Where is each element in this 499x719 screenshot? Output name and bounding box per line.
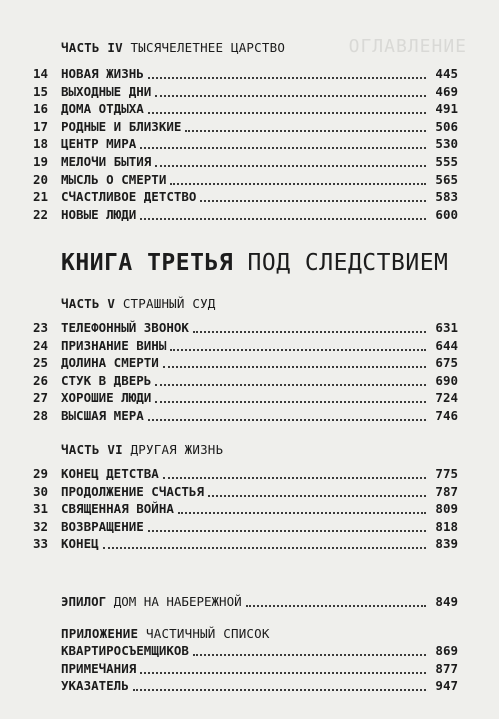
chapter-number: 27 (33, 390, 49, 406)
dot-leader (185, 129, 426, 132)
chapter-title: ПРИЗНАНИЕ ВИНЫ (61, 337, 167, 353)
chapter-number: 32 (33, 518, 49, 534)
part-6-heading (61, 442, 223, 457)
dot-leader (155, 94, 426, 97)
epilogue-name: ДОМ НА НАБЕРЕЖНОЙ (113, 594, 242, 609)
dot-leader (140, 146, 426, 149)
chapter-number: 29 (33, 466, 49, 481)
chapter-title: СВЯЩЕННАЯ ВОЙНА (61, 501, 174, 517)
chapter-number: 30 (33, 483, 49, 499)
chapter-number: 26 (33, 372, 49, 388)
chapter-page: 644 (435, 337, 458, 353)
chapter-number: 20 (33, 171, 49, 187)
chapter-title: СЧАСТЛИВОЕ ДЕТСТВО (61, 189, 197, 205)
chapter-number: 19 (33, 154, 49, 169)
chapter-page: 809 (435, 501, 458, 517)
part-4-heading (61, 40, 285, 55)
chapter-number: 17 (33, 118, 49, 134)
chapter-number: 31 (33, 501, 49, 517)
chapter-page: 746 (435, 408, 458, 423)
chapter-title: КОНЕЦ ДЕТСТВА (61, 466, 159, 481)
chapter-title: ВОЗВРАЩЕНИЕ (61, 518, 144, 534)
chapter-row[interactable] (33, 501, 458, 518)
chapter-row[interactable] (33, 536, 458, 553)
chapter-row[interactable] (33, 154, 458, 171)
book-3-name: ПОД СЛЕДСТВИЕМ (247, 250, 449, 276)
chapter-title: СТУК В ДВЕРЬ (61, 372, 152, 388)
chapter-page: 565 (435, 171, 458, 187)
chapter-number: 14 (33, 66, 49, 81)
chapter-title: ВЫСШАЯ МЕРА (61, 408, 144, 423)
dot-leader (155, 164, 426, 167)
chapter-title: НОВЫЕ ЛЮДИ (61, 206, 137, 222)
chapter-number: 15 (33, 83, 49, 99)
chapter-number: 28 (33, 408, 49, 423)
dot-leader (155, 383, 426, 386)
dot-leader (246, 604, 426, 607)
epilogue-page: 849 (435, 594, 458, 609)
part-5-name: СТРАШНЫЙ СУД (122, 296, 216, 311)
epilogue-label: ЭПИЛОГ (61, 594, 107, 609)
chapter-title: МЕЛОЧИ БЫТИЯ (61, 154, 152, 169)
chapter-page: 675 (435, 355, 458, 371)
chapter-title: ДОМА ОТДЫХА (61, 101, 144, 117)
dot-leader (155, 400, 426, 403)
chapter-row[interactable] (33, 484, 458, 501)
dot-leader (140, 671, 426, 674)
chapter-row[interactable] (33, 101, 458, 118)
part-4-label: ЧАСТЬ IV (61, 40, 123, 55)
chapter-page: 787 (435, 483, 458, 499)
dot-leader (133, 688, 426, 691)
book-3-heading (61, 250, 448, 276)
appendix-item-row[interactable] (61, 661, 458, 678)
chapter-page: 631 (435, 320, 458, 335)
appendix-item-title: УКАЗАТЕЛЬ (61, 678, 129, 694)
book-3-label: КНИГА ТРЕТЬЯ (61, 250, 234, 276)
part-6-name: ДРУГАЯ ЖИЗНЬ (130, 442, 224, 457)
part-5-heading (61, 296, 216, 311)
chapter-page: 506 (435, 118, 458, 134)
chapter-page: 555 (435, 154, 458, 169)
chapter-row[interactable] (33, 320, 458, 337)
chapter-page: 530 (435, 136, 458, 152)
chapter-number: 21 (33, 189, 49, 205)
chapter-title: РОДНЫЕ И БЛИЗКИЕ (61, 118, 182, 134)
chapter-row[interactable] (33, 373, 458, 390)
appendix-item-row[interactable] (61, 643, 458, 660)
chapter-row[interactable] (33, 355, 458, 372)
appendix-item-title: ПРИМЕЧАНИЯ (61, 660, 137, 676)
appendix-heading (61, 626, 270, 641)
chapter-number: 18 (33, 136, 49, 152)
part-6-label: ЧАСТЬ VI (61, 442, 123, 457)
appendix-item-page: 869 (435, 643, 458, 658)
part-5-label: ЧАСТЬ V (61, 296, 116, 311)
dot-leader (208, 494, 426, 497)
dot-leader (163, 476, 426, 479)
epilogue-row[interactable] (61, 594, 458, 611)
chapter-row[interactable] (33, 338, 458, 355)
dot-leader (148, 76, 426, 79)
appendix-item-page: 877 (435, 660, 458, 676)
dot-leader (193, 653, 426, 656)
chapter-row[interactable] (33, 207, 458, 224)
chapter-number: 33 (33, 536, 49, 552)
appendix-item-page: 947 (435, 678, 458, 694)
chapter-page: 583 (435, 189, 458, 205)
part-4-name: ТЫСЯЧЕЛЕТНЕЕ ЦАРСТВО (130, 40, 286, 55)
appendix-item-title: КВАРТИРОСЪЕМЩИКОВ (61, 643, 189, 658)
chapter-title: ТЕЛЕФОННЫЙ ЗВОНОК (61, 320, 189, 335)
chapter-page: 445 (435, 66, 458, 81)
chapter-row[interactable] (33, 189, 458, 206)
chapter-title: НОВАЯ ЖИЗНЬ (61, 66, 144, 81)
chapter-title: МЫСЛЬ О СМЕРТИ (61, 171, 167, 187)
chapter-page: 775 (435, 466, 458, 481)
chapter-title: ДОЛИНА СМЕРТИ (61, 355, 159, 371)
chapter-number: 16 (33, 101, 49, 117)
dot-leader (170, 182, 426, 185)
appendix-name: ЧАСТИЧНЫЙ СПИСОК (146, 626, 270, 641)
chapter-row[interactable] (33, 172, 458, 189)
chapter-number: 25 (33, 355, 49, 371)
chapter-title: ХОРОШИЕ ЛЮДИ (61, 390, 152, 406)
dot-leader (170, 348, 426, 351)
chapter-row[interactable] (33, 84, 458, 101)
chapter-page: 491 (435, 101, 458, 117)
ghost-heading: ОГЛАВЛЕНИЕ (348, 36, 467, 57)
dot-leader (148, 418, 426, 421)
chapter-row[interactable] (33, 390, 458, 407)
chapter-title: КОНЕЦ (61, 536, 99, 552)
chapter-row[interactable] (33, 519, 458, 536)
dot-leader (178, 511, 426, 514)
chapter-page: 839 (435, 536, 458, 552)
dot-leader (193, 330, 426, 333)
chapter-page: 600 (435, 206, 458, 222)
chapter-row[interactable] (33, 408, 458, 425)
chapter-page: 818 (435, 518, 458, 534)
chapter-page: 690 (435, 372, 458, 388)
dot-leader (103, 546, 426, 549)
chapter-number: 22 (33, 206, 49, 222)
chapter-page: 469 (435, 83, 458, 99)
chapter-number: 24 (33, 337, 49, 353)
epilogue-title (61, 594, 242, 609)
chapter-page: 724 (435, 390, 458, 406)
chapter-row[interactable] (33, 119, 458, 136)
appendix-item-row[interactable] (61, 678, 458, 695)
dot-leader (163, 365, 426, 368)
chapter-title: ПРОДОЛЖЕНИЕ СЧАСТЬЯ (61, 483, 204, 499)
chapter-row[interactable] (33, 66, 458, 83)
chapter-title: ВЫХОДНЫЕ ДНИ (61, 83, 152, 99)
chapter-title: ЦЕНТР МИРА (61, 136, 137, 152)
dot-leader (140, 217, 426, 220)
dot-leader (148, 111, 426, 114)
appendix-label: ПРИЛОЖЕНИЕ (61, 626, 139, 641)
chapter-row[interactable] (33, 466, 458, 483)
chapter-number: 23 (33, 320, 49, 335)
chapter-row[interactable] (33, 136, 458, 153)
dot-leader (148, 529, 426, 532)
dot-leader (200, 199, 426, 202)
